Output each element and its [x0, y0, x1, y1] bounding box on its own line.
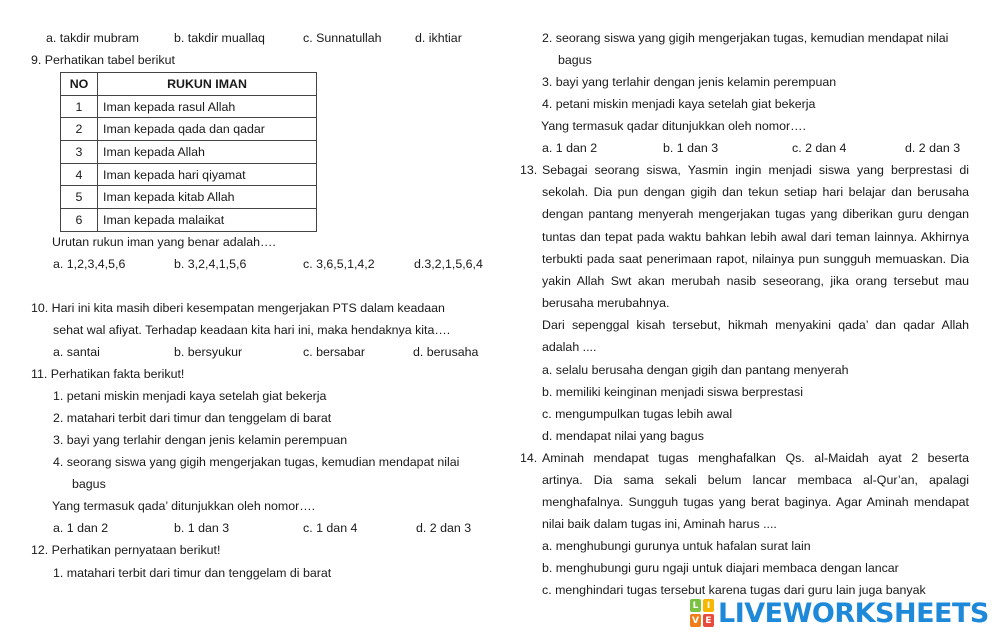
q8-option-b[interactable]: b. takdir muallaq: [174, 31, 265, 45]
q13-story-line: tuntas dan tepat pada waktu bahkan lebih awal dari teman lainnya. Akhirnya: [542, 230, 969, 244]
q12-option-a[interactable]: a. 1 dan 2: [542, 141, 598, 155]
q14-story-line: menghafalnya. Sungguh tugas yang berat baginya. Agar Aminah mendapat: [542, 495, 969, 509]
q9-option-b[interactable]: b. 3,2,4,1,5,6: [174, 257, 247, 271]
logo-wordmark: LIVEWORKSHEETS: [718, 597, 989, 629]
q13-story-last-line: berusaha merubahnya.: [542, 296, 670, 310]
table-row: [61, 186, 317, 209]
q12-statement-2: 2. seorang siswa yang gigih mengerjakan tugas, kemudian mendapat nilai: [542, 31, 949, 45]
q11-option-a[interactable]: a. 1 dan 2: [53, 521, 109, 535]
q14-story-last-line: nilai baik dalam tugas ini, Aminah harus ....: [542, 517, 777, 531]
q10-option-d[interactable]: d. berusaha: [413, 345, 479, 359]
logo-tile-v: V: [690, 614, 701, 627]
q11-fact-4-cont: bagus: [72, 477, 106, 491]
logo-tile-e: E: [703, 614, 714, 627]
q13-option-b[interactable]: b. memiliki keinginan menjadi siswa berprestasi: [542, 385, 804, 399]
q10-option-a[interactable]: a. santai: [53, 345, 100, 359]
q13-story-line: terbukti pada saat penerimaan rapot, nilainya pun sungguh memuaskan. Dia: [542, 252, 969, 266]
row-no: 4: [61, 163, 98, 186]
q10-stem-line2: sehat wal afiyat. Terhadap keadaan kita hari ini, maka hendaknya kita….: [53, 323, 451, 337]
q8-option-c[interactable]: c. Sunnatullah: [303, 31, 382, 45]
q13-story-line: Sebagai seorang siswa, Yasmin ingin menjadi siswa yang berprestasi di: [542, 163, 969, 177]
q11-option-c[interactable]: c. 1 dan 4: [303, 521, 358, 535]
q13-story-line: yakin Allah Swt akan merubah nasib seseorang, jika orang tersebut mau: [542, 274, 969, 288]
q12-option-b[interactable]: b. 1 dan 3: [663, 141, 719, 155]
q14-option-b[interactable]: b. menghubungi guru ngaji untuk diajari membaca dengan lancar: [542, 561, 899, 575]
row-text: Iman kepada hari qiyamat: [98, 163, 317, 186]
q14-option-a[interactable]: a. menghubungi gurunya untuk hafalan surat lain: [542, 539, 811, 553]
table-row: [61, 95, 317, 118]
q11-fact-2: 2. matahari terbit dari timur dan tenggelam di barat: [53, 411, 332, 425]
q12-option-c[interactable]: c. 2 dan 4: [792, 141, 847, 155]
q13-number: 13.: [520, 163, 538, 177]
q13-option-c[interactable]: c. mengumpulkan tugas lebih awal: [542, 407, 733, 421]
row-no: 5: [61, 186, 98, 209]
logo-tiles-icon: [690, 599, 714, 627]
q12-question: Yang termasuk qadar ditunjukkan oleh nomor….: [541, 119, 806, 133]
q12-statement-4: 4. petani miskin menjadi kaya setelah giat bekerja: [542, 97, 816, 111]
q11-question: Yang termasuk qada’ ditunjukkan oleh nomor….: [52, 499, 316, 513]
q11-fact-1: 1. petani miskin menjadi kaya setelah giat bekerja: [53, 389, 327, 403]
table-header-rukun: RUKUN IMAN: [98, 73, 317, 96]
q10-option-c[interactable]: c. bersabar: [303, 345, 365, 359]
row-no: 6: [61, 209, 98, 232]
q11-fact-3: 3. bayi yang terlahir dengan jenis kelamin perempuan: [53, 433, 348, 447]
q12-statement-1: 1. matahari terbit dari timur dan tenggelam di barat: [53, 566, 332, 580]
q14-number: 14.: [520, 451, 538, 465]
q13-story-line: sekolah. Dia pun dengan gigih dan tekun setiap hari belajar dan berusaha: [542, 185, 969, 199]
q11-option-d[interactable]: d. 2 dan 3: [416, 521, 472, 535]
q13-option-d[interactable]: d. mendapat nilai yang bagus: [542, 429, 704, 443]
logo-tile-i: I: [703, 599, 714, 612]
table-row: [61, 163, 317, 186]
q14-story-line: Aminah mendapat tugas menghafalkan Qs. al-Maidah ayat 2 beserta: [542, 451, 969, 465]
rukun-iman-table: [60, 72, 317, 232]
table-header-row: [61, 73, 317, 96]
row-text: Iman kepada qada dan qadar: [98, 118, 317, 141]
q12-option-d[interactable]: d. 2 dan 3: [905, 141, 961, 155]
table-header-no: NO: [61, 73, 98, 96]
q11-option-b[interactable]: b. 1 dan 3: [174, 521, 230, 535]
q13-question-line2: adalah ....: [542, 340, 597, 354]
q11-fact-4: 4. seorang siswa yang gigih mengerjakan tugas, kemudian mendapat nilai: [53, 455, 460, 469]
q9-option-c[interactable]: c. 3,6,5,1,4,2: [303, 257, 375, 271]
q9-question: Urutan rukun iman yang benar adalah….: [52, 235, 276, 249]
q10-option-b[interactable]: b. bersyukur: [174, 345, 243, 359]
liveworksheets-logo: [690, 597, 989, 629]
q9-stem: 9. Perhatikan tabel berikut: [31, 53, 175, 67]
q11-stem: 11. Perhatikan fakta berikut!: [31, 367, 185, 381]
q13-option-a[interactable]: a. selalu berusaha dengan gigih dan pantang menyerah: [542, 363, 849, 377]
q13-story-line: dengan pantang menyerah mengerjakan tugas yang diberikan guru dengan: [542, 207, 969, 221]
row-no: 3: [61, 141, 98, 164]
table-row: [61, 209, 317, 232]
row-text: Iman kepada rasul Allah: [98, 95, 317, 118]
row-no: 1: [61, 95, 98, 118]
q8-option-a[interactable]: a. takdir mubram: [46, 31, 139, 45]
table-row: [61, 118, 317, 141]
q14-story-line: artinya. Dia sama sekali belum lancar membaca al-Qur’an, apalagi: [542, 473, 969, 487]
q14-option-c[interactable]: c. menghindari tugas tersebut karena tugas dari guru lain juga banyak: [542, 583, 926, 597]
row-text: Iman kepada malaikat: [98, 209, 317, 232]
q12-statement-2-cont: bagus: [558, 53, 592, 67]
row-text: Iman kepada Allah: [98, 141, 317, 164]
q12-stem: 12. Perhatikan pernyataan berikut!: [31, 543, 221, 557]
q9-option-a[interactable]: a. 1,2,3,4,5,6: [53, 257, 126, 271]
q10-stem-line1: 10. Hari ini kita masih diberi kesempatan mengerjakan PTS dalam keadaan: [31, 301, 445, 315]
q12-statement-3: 3. bayi yang terlahir dengan jenis kelamin perempuan: [542, 75, 837, 89]
q9-option-d[interactable]: d.3,2,1,5,6,4: [414, 257, 483, 271]
table-row: [61, 141, 317, 164]
row-no: 2: [61, 118, 98, 141]
row-text: Iman kepada kitab Allah: [98, 186, 317, 209]
q13-question-line1: Dari sepenggal kisah tersebut, hikmah menyakini qada’ dan qadar Allah: [542, 318, 969, 332]
q8-option-d[interactable]: d. ikhtiar: [415, 31, 462, 45]
logo-tile-l: L: [690, 599, 701, 612]
